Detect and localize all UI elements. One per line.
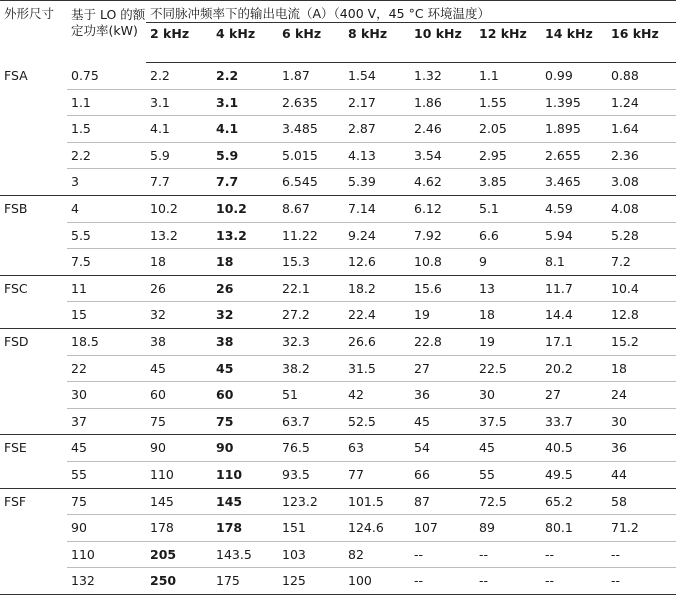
rated-power-cell: 15 [67,302,146,329]
table-row [0,461,676,488]
current-cell: 5.9 [212,142,278,169]
table-row [0,169,676,196]
current-cell: 52.5 [344,408,410,435]
frame-size-cell [0,116,67,143]
current-cell: 178 [212,515,278,542]
rated-power-cell: 1.1 [67,89,146,116]
current-cell: 1.54 [344,63,410,90]
table-row [0,142,676,169]
table-row [0,249,676,276]
current-cell: 38 [146,328,212,355]
current-cell: 1.395 [541,89,607,116]
current-cell: 37.5 [475,408,541,435]
current-cell: 75 [212,408,278,435]
rated-power-cell: 3 [67,169,146,196]
current-cell: 2.655 [541,142,607,169]
current-cell: 2.36 [607,142,676,169]
rated-power-cell: 4 [67,195,146,222]
current-cell: 10.4 [607,275,676,302]
current-cell: 101.5 [344,488,410,515]
current-cell: 32 [212,302,278,329]
frame-size-cell [0,461,67,488]
current-cell: 107 [410,515,475,542]
rated-power-header: 基于 LO 的额定功率(kW) [67,1,146,63]
current-cell: 1.55 [475,89,541,116]
current-cell: 30 [475,382,541,409]
rated-power-cell: 2.2 [67,142,146,169]
frame-size-cell [0,142,67,169]
current-cell: 4.62 [410,169,475,196]
rated-power-cell: 30 [67,382,146,409]
rated-power-cell: 18.5 [67,328,146,355]
freq-header: 10 kHz [410,23,475,63]
current-cell: -- [410,568,475,595]
current-cell: 30 [607,408,676,435]
current-cell: 1.87 [278,63,344,90]
current-cell: 54 [410,435,475,462]
current-cell: 38 [212,328,278,355]
frame-size-cell: FSC [4,280,28,296]
current-cell: 178 [146,515,212,542]
rated-power-cell: 37 [67,408,146,435]
current-cell: 151 [278,515,344,542]
current-cell: 4.08 [607,195,676,222]
current-cell: 7.7 [146,169,212,196]
table-row [0,382,676,409]
current-cell: 7.92 [410,222,475,249]
current-cell: 9.24 [344,222,410,249]
current-cell: 58 [607,488,676,515]
current-cell: 22.4 [344,302,410,329]
frame-size-cell [0,302,67,329]
frame-size-cell [0,89,67,116]
table-row [0,568,676,595]
table-row [0,275,676,302]
rated-power-cell: 5.5 [67,222,146,249]
table-row [0,488,676,515]
rated-power-cell: 7.5 [67,249,146,276]
current-cell: 22.8 [410,328,475,355]
freq-header: 14 kHz [541,23,607,63]
frame-size-cell [0,249,67,276]
current-cell: 22.5 [475,355,541,382]
current-cell: 36 [410,382,475,409]
current-cell: 90 [212,435,278,462]
current-cell: -- [607,568,676,595]
current-cell: 32.3 [278,328,344,355]
current-cell: 3.85 [475,169,541,196]
current-cell: 145 [212,488,278,515]
current-cell: 13.2 [146,222,212,249]
current-cell: 89 [475,515,541,542]
current-cell: 6.545 [278,169,344,196]
current-cell: 9 [475,249,541,276]
current-cell: 5.94 [541,222,607,249]
current-cell: 44 [607,461,676,488]
current-cell: 3.1 [212,89,278,116]
current-cell: 4.13 [344,142,410,169]
frame-size-cell: FSD [4,333,29,349]
current-cell: 2.2 [146,63,212,90]
rated-power-cell: 90 [67,515,146,542]
current-cell: 31.5 [344,355,410,382]
current-cell: 63.7 [278,408,344,435]
current-cell: 1.895 [541,116,607,143]
current-cell: 18.2 [344,275,410,302]
frame-size-cell: FSA [4,67,28,83]
current-cell: 10.8 [410,249,475,276]
current-cell: 1.24 [607,89,676,116]
current-cell: 3.465 [541,169,607,196]
current-cell: 49.5 [541,461,607,488]
current-cell: 2.05 [475,116,541,143]
current-cell: 1.86 [410,89,475,116]
current-cell: 32 [146,302,212,329]
table-row [0,408,676,435]
table-row [0,89,676,116]
table-row [0,515,676,542]
table-row [0,435,676,462]
current-cell: 2.87 [344,116,410,143]
current-cell: 4.59 [541,195,607,222]
freq-header: 16 kHz [607,23,676,63]
current-cell: 15.3 [278,249,344,276]
table-row [0,116,676,143]
current-cell: 18 [475,302,541,329]
current-cell: 12.8 [607,302,676,329]
rated-power-cell: 75 [67,488,146,515]
frame-size-cell: FSF [4,493,27,509]
current-cell: 24 [607,382,676,409]
current-cell: 18 [146,249,212,276]
current-cell: 42 [344,382,410,409]
current-cell: 7.7 [212,169,278,196]
current-cell: 3.08 [607,169,676,196]
current-cell: 205 [146,541,212,568]
current-cell: -- [475,541,541,568]
current-cell: 66 [410,461,475,488]
current-cell: 82 [344,541,410,568]
frame-size-cell [0,222,67,249]
current-cell: 8.1 [541,249,607,276]
freq-header: 4 kHz [212,23,278,63]
freq-header: 8 kHz [344,23,410,63]
frame-size-cell: FSE [4,440,27,456]
current-cell: 18 [607,355,676,382]
current-cell: 103 [278,541,344,568]
current-cell: 26 [212,275,278,302]
current-cell: 36 [607,435,676,462]
current-cell: 2.46 [410,116,475,143]
current-cell: 38.2 [278,355,344,382]
current-cell: 60 [212,382,278,409]
table-row [0,328,676,355]
current-cell: 2.2 [212,63,278,90]
current-cell: -- [475,568,541,595]
current-cell: 45 [146,355,212,382]
current-cell: 71.2 [607,515,676,542]
current-cell: 27.2 [278,302,344,329]
current-cell: 8.67 [278,195,344,222]
current-cell: 10.2 [212,195,278,222]
current-cell: 5.28 [607,222,676,249]
current-cell: 75 [146,408,212,435]
output-current-group-header: 不同脉冲频率下的输出电流（A）（400 V，45 °C 环境温度） [146,1,676,23]
current-cell: 3.54 [410,142,475,169]
current-cell: 1.64 [607,116,676,143]
current-cell: 13 [475,275,541,302]
current-cell: 27 [410,355,475,382]
current-cell: 0.88 [607,63,676,90]
frame-size-cell: FSB [4,200,28,216]
current-cell: 100 [344,568,410,595]
rated-power-cell: 11 [67,275,146,302]
current-cell: 77 [344,461,410,488]
table-row [0,195,676,222]
current-cell: 27 [541,382,607,409]
current-cell: 124.6 [344,515,410,542]
current-cell: 63 [344,435,410,462]
current-cell: 80.1 [541,515,607,542]
table-row [0,302,676,329]
current-cell: -- [541,541,607,568]
current-cell: 93.5 [278,461,344,488]
current-cell: 7.14 [344,195,410,222]
rated-power-cell: 45 [67,435,146,462]
current-cell: 1.1 [475,63,541,90]
rated-power-cell: 132 [67,568,146,595]
current-cell: 4.1 [212,116,278,143]
current-cell: 2.95 [475,142,541,169]
current-cell: 18 [212,249,278,276]
freq-header: 2 kHz [146,23,212,63]
current-cell: 1.32 [410,63,475,90]
current-cell: 5.9 [146,142,212,169]
current-cell: 250 [146,568,212,595]
rated-power-cell: 110 [67,541,146,568]
current-cell: 5.015 [278,142,344,169]
frame-size-header: 外形尺寸 [0,1,67,63]
current-cell: 5.1 [475,195,541,222]
current-cell: 13.2 [212,222,278,249]
current-cell: 65.2 [541,488,607,515]
current-cell: -- [541,568,607,595]
current-cell: 40.5 [541,435,607,462]
current-cell: 2.17 [344,89,410,116]
current-cell: 87 [410,488,475,515]
current-cell: -- [607,541,676,568]
current-cell: 45 [475,435,541,462]
current-cell: 51 [278,382,344,409]
frame-size-cell [0,515,67,542]
current-cell: -- [410,541,475,568]
current-cell: 2.635 [278,89,344,116]
table-row [0,355,676,382]
rated-power-cell: 55 [67,461,146,488]
freq-header: 6 kHz [278,23,344,63]
current-cell: 175 [212,568,278,595]
current-cell: 145 [146,488,212,515]
current-cell: 26.6 [344,328,410,355]
current-cell: 125 [278,568,344,595]
current-cell: 11.7 [541,275,607,302]
current-cell: 20.2 [541,355,607,382]
current-cell: 22.1 [278,275,344,302]
rated-power-cell: 1.5 [67,116,146,143]
frame-size-cell [0,355,67,382]
current-cell: 15.2 [607,328,676,355]
current-cell: 60 [146,382,212,409]
current-cell: 3.485 [278,116,344,143]
current-cell: 6.12 [410,195,475,222]
current-cell: 19 [475,328,541,355]
current-cell: 12.6 [344,249,410,276]
current-cell: 26 [146,275,212,302]
table-row [0,541,676,568]
rated-power-cell: 22 [67,355,146,382]
current-cell: 45 [410,408,475,435]
current-cell: 17.1 [541,328,607,355]
current-cell: 76.5 [278,435,344,462]
freq-header: 12 kHz [475,23,541,63]
frame-size-cell [0,382,67,409]
table-row [0,222,676,249]
current-cell: 3.1 [146,89,212,116]
current-cell: 14.4 [541,302,607,329]
current-cell: 11.22 [278,222,344,249]
frame-size-cell [0,568,67,595]
current-cell: 19 [410,302,475,329]
current-cell: 143.5 [212,541,278,568]
frame-size-cell [0,541,67,568]
current-cell: 5.39 [344,169,410,196]
current-cell: 110 [146,461,212,488]
current-cell: 0.99 [541,63,607,90]
current-cell: 90 [146,435,212,462]
current-cell: 55 [475,461,541,488]
current-cell: 72.5 [475,488,541,515]
table-body [0,63,676,595]
current-cell: 123.2 [278,488,344,515]
frame-size-cell [0,408,67,435]
current-cell: 45 [212,355,278,382]
table-row [0,63,676,90]
current-cell: 110 [212,461,278,488]
current-cell: 33.7 [541,408,607,435]
rated-power-cell: 0.75 [67,63,146,90]
header-row-1 [0,1,676,23]
current-cell: 10.2 [146,195,212,222]
current-cell: 7.2 [607,249,676,276]
current-cell: 15.6 [410,275,475,302]
current-cell: 6.6 [475,222,541,249]
frame-size-cell [0,169,67,196]
current-cell: 4.1 [146,116,212,143]
